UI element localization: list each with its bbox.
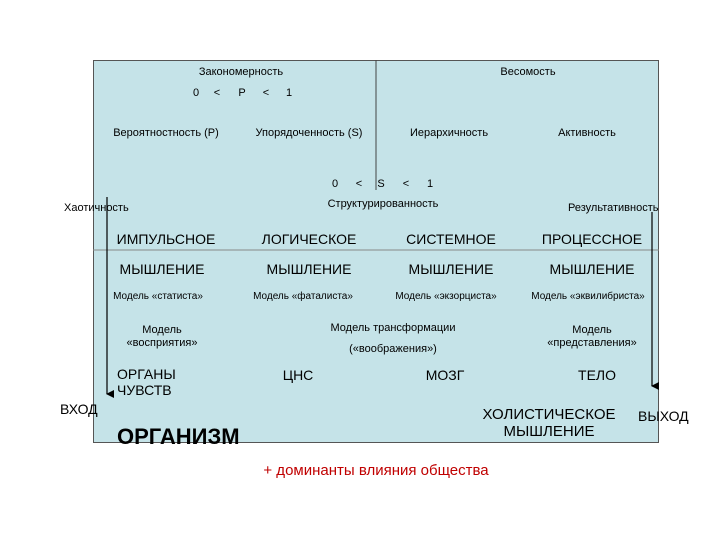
organism-label: ОРГАНИЗМ: [117, 424, 240, 449]
type-impulse-top: ИМПУЛЬСНОЕ: [116, 231, 216, 247]
type-system-top: СИСТЕМНОЕ: [406, 231, 496, 247]
model-equilibrist: Модель «эквилибриста»: [531, 291, 645, 302]
regularity-label: Закономерность: [198, 66, 284, 78]
activity-label: Активность: [558, 127, 616, 139]
type-process-bottom: МЫШЛЕНИЕ: [549, 261, 635, 277]
model-fatalist: Модель «фаталиста»: [253, 291, 353, 302]
organ-body: ТЕЛО: [578, 367, 616, 383]
chaos-label: Хаотичность: [64, 202, 129, 214]
model-transformation: Модель трансформации: [330, 322, 456, 334]
input-label: ВХОД: [60, 401, 98, 417]
s-range-lt2: <: [402, 178, 410, 190]
structuredness-label: Структурированность: [327, 198, 439, 210]
s-range-0: 0: [331, 178, 339, 190]
type-impulse-bottom: МЫШЛЕНИЕ: [119, 261, 205, 277]
organ-brain: МОЗГ: [425, 367, 465, 383]
output-label: ВЫХОД: [638, 408, 689, 424]
model-representation: Модель «представления»: [547, 324, 637, 349]
type-process-top: ПРОЦЕССНОЕ: [541, 231, 643, 247]
society-label: + доминанты влияния общества: [263, 462, 489, 479]
model-imagination: («воображения»): [349, 343, 437, 355]
probability-label: Вероятностность (P): [113, 127, 219, 139]
s-range-1: 1: [426, 178, 434, 190]
model-statist: Модель «статиста»: [113, 291, 203, 302]
s-range-s: S: [377, 178, 385, 190]
organ-senses: ОРГАНЫ ЧУВСТВ: [117, 366, 176, 399]
organ-cns: ЦНС: [282, 367, 314, 383]
type-system-bottom: МЫШЛЕНИЕ: [408, 261, 494, 277]
holistic-label: ХОЛИСТИЧЕСКОЕ МЫШЛЕНИЕ: [482, 406, 616, 441]
p-range-0: 0: [192, 87, 200, 99]
p-range-lt1: <: [213, 87, 221, 99]
p-range-p: P: [238, 87, 246, 99]
orderliness-label: Упорядоченность (S): [255, 127, 363, 139]
s-range-lt1: <: [355, 178, 363, 190]
type-logical-top: ЛОГИЧЕСКОЕ: [261, 231, 357, 247]
p-range-1: 1: [285, 87, 293, 99]
model-exorcist: Модель «экзорциста»: [395, 291, 497, 302]
model-perception: Модель «восприятия»: [126, 324, 198, 349]
type-logical-bottom: МЫШЛЕНИЕ: [266, 261, 352, 277]
hierarchy-label: Иерархичность: [409, 127, 489, 139]
weight-label: Весомость: [500, 66, 556, 78]
effectiveness-label: Результативность: [568, 202, 659, 214]
p-range-lt2: <: [262, 87, 270, 99]
